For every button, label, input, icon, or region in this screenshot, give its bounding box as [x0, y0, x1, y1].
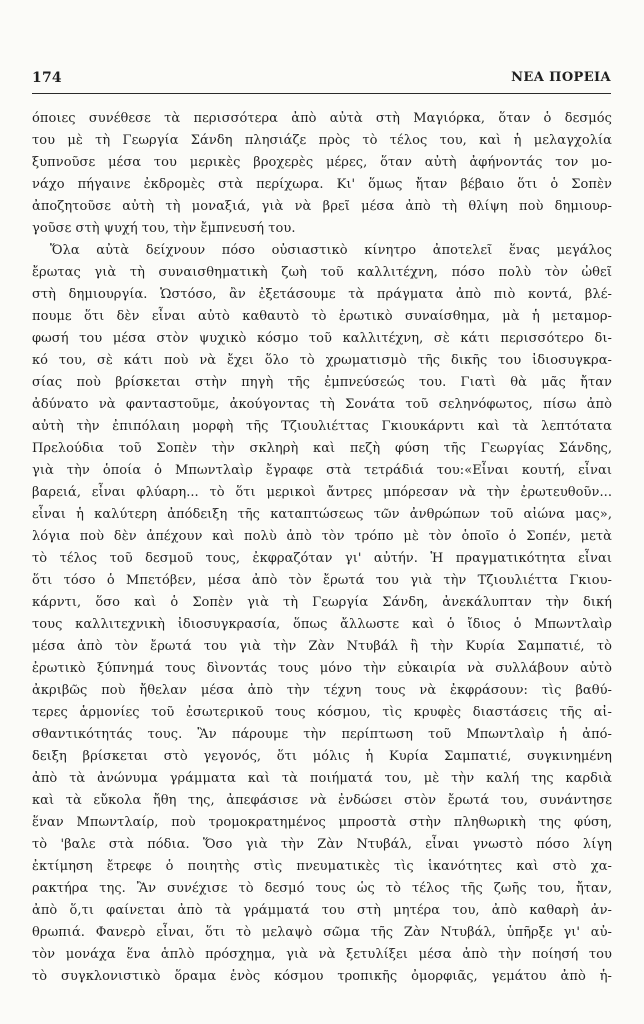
text-line: ὅτι τόσο ὁ Μπετόβεν, μέσα ἀπὸ τὸν ἔρωτά του γιὰ τὴν Τζιουλιέττα Γκιου-: [32, 573, 612, 588]
text-line: ἔρωτας γιὰ τὴ συναισθηματικὴ ζωὴ τοῦ καλλιτέχνη, πόσο πολὺ τὸν ὠθεῖ: [32, 265, 612, 280]
text-line: δειξη βρίσκεται στὸ γεγονός, ὅτι μόλις ἡ Κυρία Σαμπατιέ, συγκινημένη: [32, 749, 612, 764]
text-line: όποιες συνέθεσε τὰ περισσότερα ἀπὸ αὐτὰ στὴ Μαγιόρκα, ὅταν ὁ δεσμός: [32, 111, 612, 126]
text-line: ἐκτίμηση ἔτρεφε ὁ ποιητὴς στὶς πνευματικὲς τὶς ἱκανότητες καὶ στὸ χα-: [32, 859, 612, 874]
text-line: κό του, σὲ κάτι ποὺ νὰ ἔχει ὅλο τὸ χρωματισμὸ τῆς δικῆς του ἰδιοσυγκρα-: [32, 353, 612, 368]
text-line: ἀποζητοῦσε αὐτὴ τὴ μοναξιά, γιὰ νὰ βρεῖ μέσα ἀπὸ τὴ θλίψη ποὺ δημιουρ-: [32, 199, 612, 214]
text-line: του μὲ τὴ Γεωργία Σάνδη πλησιάζε πρὸς τὸ τέλος του, καὶ ἡ μελαγχολία: [32, 133, 612, 148]
page-header: [32, 70, 611, 92]
text-line: βαρειά, εἶναι φλύαρη... τὸ ὅτι μερικοὶ ἄντρες μπόρεσαν νὰ τὴν ἐρωτευθοῦν...: [32, 485, 612, 500]
text-line: εἶναι ἡ καλύτερη ἀπόδειξη τῆς καταπτώσεως τῶν ἀνθρώπων τοῦ αἰώνα μας»,: [32, 507, 612, 522]
text-line: τὸ συγκλονιστικὸ ὅραμα ἑνὸς κόσμου τροπικῆς ὀμορφιᾶς, γεμάτου ἀπὸ ἡ-: [32, 969, 612, 984]
text-line: τὸν μονάχα ἕνα ἁπλὸ πρόσχημα, γιὰ νὰ ξετυλίξει μέσα ἀπὸ τὴν ποίησή του: [32, 947, 612, 962]
running-head: ΝΕΑ ΠΟΡΕΙΑ: [511, 70, 611, 85]
text-line: τὸ 'βαλε στὰ πόδια. Ὅσο γιὰ τὴν Ζὰν Ντυβάλ, εἶναι γνωστὸ πόσο λίγη: [32, 837, 612, 852]
text-line: κάρντι, ὅσο καὶ ὁ Σοπὲν γιὰ τὴ Γεωργία Σάνδη, ἀνεκάλυπταν τὴν δική: [32, 595, 612, 610]
text-line: τερες ἁρμονίες τοῦ ἐσωτερικοῦ τους κόσμου, τὶς κρυφὲς διαστάσεις τῆς αἰ-: [32, 705, 612, 720]
page-number: 174: [32, 70, 62, 86]
text-line: καὶ τὰ εὔκολα ἤθη της, ἀπεφάσισε νὰ ἐνδώσει στὸν ἔρωτά του, συνάντησε: [32, 793, 612, 808]
text-line: ἕναν Μπωντλαίρ, ποὺ τρομοκρατημένος μπροστὰ στὴν πληθωρικὴ της φύση,: [32, 815, 612, 830]
text-line: σίας ποὺ βρίσκεται στὴν πηγὴ τῆς ἐμπνεύσεώς του. Γιατὶ θὰ μᾶς ἤταν: [32, 375, 612, 390]
text-line: νάχο πήγαινε ἐκδρομὲς στὰ περίχωρα. Κι' ὅμως ἤταν βέβαιο ὅτι ὁ Σοπὲν: [32, 177, 612, 192]
text-line: Πρελούδια τοῦ Σοπὲν τὴν σκληρὴ καὶ πεζὴ φύση τῆς Γεωργίας Σάνδης,: [32, 441, 612, 456]
text-line: σθαντικότητάς τους. Ἂν πάρουμε τὴν περίπτωση τοῦ Μπωντλαὶρ ἡ ἀπό-: [32, 727, 612, 742]
text-line: λόγια ποὺ δὲν ἀπέχουν καὶ πολὺ ἀπὸ τὸν τρόπο μὲ τὸν ὁποῖο ὁ Σοπέν, μετὰ: [32, 529, 612, 544]
body-text: [32, 108, 612, 988]
header-rule: [32, 93, 611, 94]
text-line: γοῦσε στὴ ψυχή του, τὴν ἔμπνευσή του.: [32, 221, 296, 236]
text-line: ἀπὸ τὰ ἀνώνυμα γράμματα καὶ τὰ ποιήματά του, μὲ τὴν καλή της καρδιὰ: [32, 771, 612, 786]
text-line: γιὰ τὴν ὁποία ὁ Μπωντλαὶρ ἔγραφε στὰ τετράδιά του:«Εἶναι κουτή, εἶναι: [32, 463, 612, 478]
text-line: αὐτὴ τὴν ἐπιπόλαιη μορφὴ τῆς Τζιουλιέττας Γκιουκάρντι καὶ τὰ λεπτότατα: [32, 419, 612, 434]
text-line: ἀδύνατο νὰ φανταστοῦμε, ἀκούγοντας τὴ Σονάτα τοῦ σεληνόφωτος, πίσω ἀπὸ: [32, 397, 612, 412]
text-line: μέσα ἀπὸ τὸν ἔρωτά του γιὰ τὴν Ζὰν Ντυβάλ ἢ τὴν Κυρία Σαμπατιέ, τὸ: [32, 639, 612, 654]
text-line: ἐρωτικὸ ξύπνημά τους δὶνοντάς τους μόνο τὴν εὐκαιρία νὰ συλλάβουν αὐτὸ: [32, 661, 612, 676]
text-line: τὸ τέλος τοῦ δεσμοῦ τους, ἐκφραζόταν γι' αὐτήν. Ἡ πραγματικότητα εἶναι: [32, 551, 612, 566]
text-line: φωσή του μέσα στὸν ψυχικὸ κόσμο τοῦ καλλιτέχνη, σὲ κάτι περισσότερο δι-: [32, 331, 612, 346]
text-line: πουμε ὅτι δὲν εἶναι αὐτὸ καθαυτὸ τὸ ἐρωτικὸ συναίσθημα, μὰ ἡ μεταμορ-: [32, 309, 612, 324]
text-line: Ὅλα αὐτὰ δείχνουν πόσο οὐσιαστικὸ κίνητρο ἀποτελεῖ ἕνας μεγάλος: [50, 243, 612, 258]
text-line: ἀπὸ ὅ,τι φαίνεται ἀπὸ τὰ γράμματά του στὴ μητέρα του, ἀπὸ καθαρὴ ἀν-: [32, 903, 612, 918]
text-line: στὴ δημιουργία. Ὡστόσο, ἂν ἐξετάσουμε τὰ πράγματα ἀπὸ πιὸ κοντά, βλέ-: [32, 287, 612, 302]
text-line: ρακτήρα της. Ἂν συνέχισε τὸ δεσμό τους ὡς τὸ τέλος τῆς ζωῆς του, ἤταν,: [32, 881, 612, 896]
text-line: θρωπιά. Φανερὸ εἶναι, ὅτι τὸ μελαψὸ σῶμα τῆς Ζὰν Ντυβάλ, ὑπῆρξε γι' αὐ-: [32, 925, 612, 940]
text-line: τους καλλιτεχνικὴ ἰδιοσυγκρασία, ὅπως ἄλλωστε καὶ ὁ ἴδιος ὁ Μπωντλαὶρ: [32, 617, 612, 632]
text-line: ξυπνοῦσε μέσα του μερικὲς βροχερὲς μέρες, ὅταν αὐτὴ ἀφήνοντάς τον μο-: [32, 155, 612, 170]
text-line: ἀκριβῶς ποὺ ἤθελαν μέσα ἀπὸ τὴν τέχνη τους νὰ ἐκφράσουν: τὶς βαθύ-: [32, 683, 612, 698]
